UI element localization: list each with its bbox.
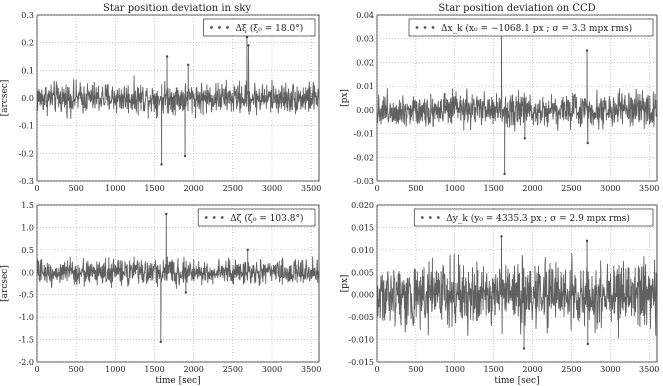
legend-marker [210,26,213,29]
right-figure-title: Star position deviation on CCD [438,3,596,14]
y-tick-label: 0.02 [356,58,374,68]
data-point-spike [586,240,588,242]
legend-marker [416,26,419,29]
x-tick-label: 0 [34,184,40,193]
x-tick-label: 2000 [522,184,543,193]
x-tick-label: 1500 [483,184,504,193]
x-tick-label: 3000 [261,184,283,193]
y-tick-label: 0.020 [351,201,374,210]
x-tick-label: 0 [374,365,380,374]
y-tick-label: -0.015 [348,358,374,367]
chart-panel-bottom-right [340,201,659,386]
legend-marker [432,26,435,29]
x-axis-label: time [sec] [155,376,201,386]
x-tick-label: 500 [408,365,424,374]
y-tick-label: -0.3 [18,177,34,186]
y-tick-label: -0.03 [353,177,374,186]
legend-marker [205,216,208,219]
x-tick-label: 500 [408,184,424,193]
data-point-spike [185,291,187,293]
x-tick-label: 1500 [144,184,165,193]
x-axis-label: time [sec] [494,376,540,386]
data-point-spike [187,64,189,66]
chart-panel-top-right [340,11,659,193]
x-tick-label: 3000 [600,365,621,374]
y-tick-label: 0.010 [351,245,374,255]
x-tick-label: 0 [374,184,380,193]
x-tick-label: 2500 [561,365,582,374]
y-tick-label: 0.000 [351,290,374,300]
data-point-spike [160,163,162,165]
y-tick-label: -0.005 [348,313,374,323]
legend-label: Δy_k (y₀ = 4335.3 px ; σ = 2.9 mpx rms) [446,214,630,224]
legend-marker [221,216,224,219]
panels [0,11,659,386]
data-point-spike [166,55,168,57]
plot-frame [377,15,657,181]
x-tick-label: 3000 [600,184,621,193]
data-point-spike [165,213,167,215]
y-tick-label: 0.5 [21,245,34,255]
data-point-spike [587,142,589,144]
y-tick-label: 0.3 [21,11,34,20]
y-tick-label: -1.5 [18,335,34,345]
y-tick-label: 0.0 [21,268,34,278]
y-axis-label: [px] [340,274,350,293]
x-tick-label: 2500 [222,365,244,374]
y-tick-label: 0.2 [21,38,34,48]
y-tick-label: 0.03 [356,34,374,44]
data-point-spike [524,137,526,139]
data-point-spike [247,44,249,46]
y-tick-label: 0.0 [21,94,34,103]
legend-marker [424,26,427,29]
x-tick-label: 3500 [639,184,660,193]
legend-label: Δx_k (x₀ = −1068.1 px ; σ = 3.3 mpx rms) [441,24,633,34]
legend-marker [421,216,424,219]
legend-label: Δξ (ξ₀ = 18.0°) [235,24,304,34]
x-tick-label: 500 [68,365,84,374]
y-tick-label: -2.0 [18,358,34,367]
x-tick-label: 3500 [300,184,322,193]
x-tick-label: 1000 [105,365,126,374]
legend-marker [226,26,229,29]
x-tick-label: 1000 [444,184,465,193]
y-tick-label: -0.2 [18,149,34,159]
legend-marker [218,26,221,29]
x-tick-label: 1000 [444,365,465,374]
y-axis-label: [px] [340,89,350,107]
data-point-spike [587,343,589,345]
legend-marker [437,216,440,219]
data-point-spike [503,173,505,175]
legend-label: Δζ (ζ₀ = 103.8°) [230,214,304,224]
y-tick-label: -0.01 [353,129,374,139]
y-tick-label: -0.1 [18,121,34,131]
y-axis-label: [arcsec] [0,265,10,302]
left-figure-title: Star position deviation in sky [102,3,252,14]
y-tick-label: 0.005 [351,268,374,278]
y-tick-label: -1.0 [18,313,34,323]
y-tick-label: 0.00 [356,105,374,115]
x-tick-label: 2000 [183,365,204,374]
data-point-spike [523,347,525,349]
x-tick-label: 1500 [483,365,504,374]
chart-panel-bottom-left [0,201,321,386]
y-tick-label: 0.015 [351,223,374,233]
y-tick-label: 0.01 [356,82,374,92]
y-tick-label: 1.5 [21,201,34,210]
chart-panel-top-left [0,11,321,193]
data-point-spike [184,155,186,157]
data-point-spike [160,341,162,343]
legend-marker [429,216,432,219]
y-tick-label: -0.02 [353,153,374,163]
x-tick-label: 2500 [561,184,582,193]
x-tick-label: 2500 [222,184,244,193]
x-tick-label: 0 [34,365,40,374]
x-tick-label: 3000 [261,365,283,374]
data-point-spike [247,249,249,251]
data-point-spike [500,235,502,237]
y-tick-label: 1.0 [21,223,34,233]
y-tick-label: 0.1 [21,66,34,76]
x-tick-label: 500 [68,184,84,193]
data-point-spike [586,49,588,51]
y-tick-label: -0.5 [18,290,34,300]
legend-marker [213,216,216,219]
x-tick-label: 1000 [105,184,126,193]
y-tick-label: 0.04 [356,11,374,20]
y-tick-label: -0.010 [348,335,374,345]
y-axis-label: [arcsec] [0,79,10,117]
x-tick-label: 1500 [144,365,165,374]
x-tick-label: 3500 [639,365,660,374]
x-tick-label: 2000 [522,365,543,374]
x-tick-label: 3500 [300,365,322,374]
x-tick-label: 2000 [183,184,204,193]
